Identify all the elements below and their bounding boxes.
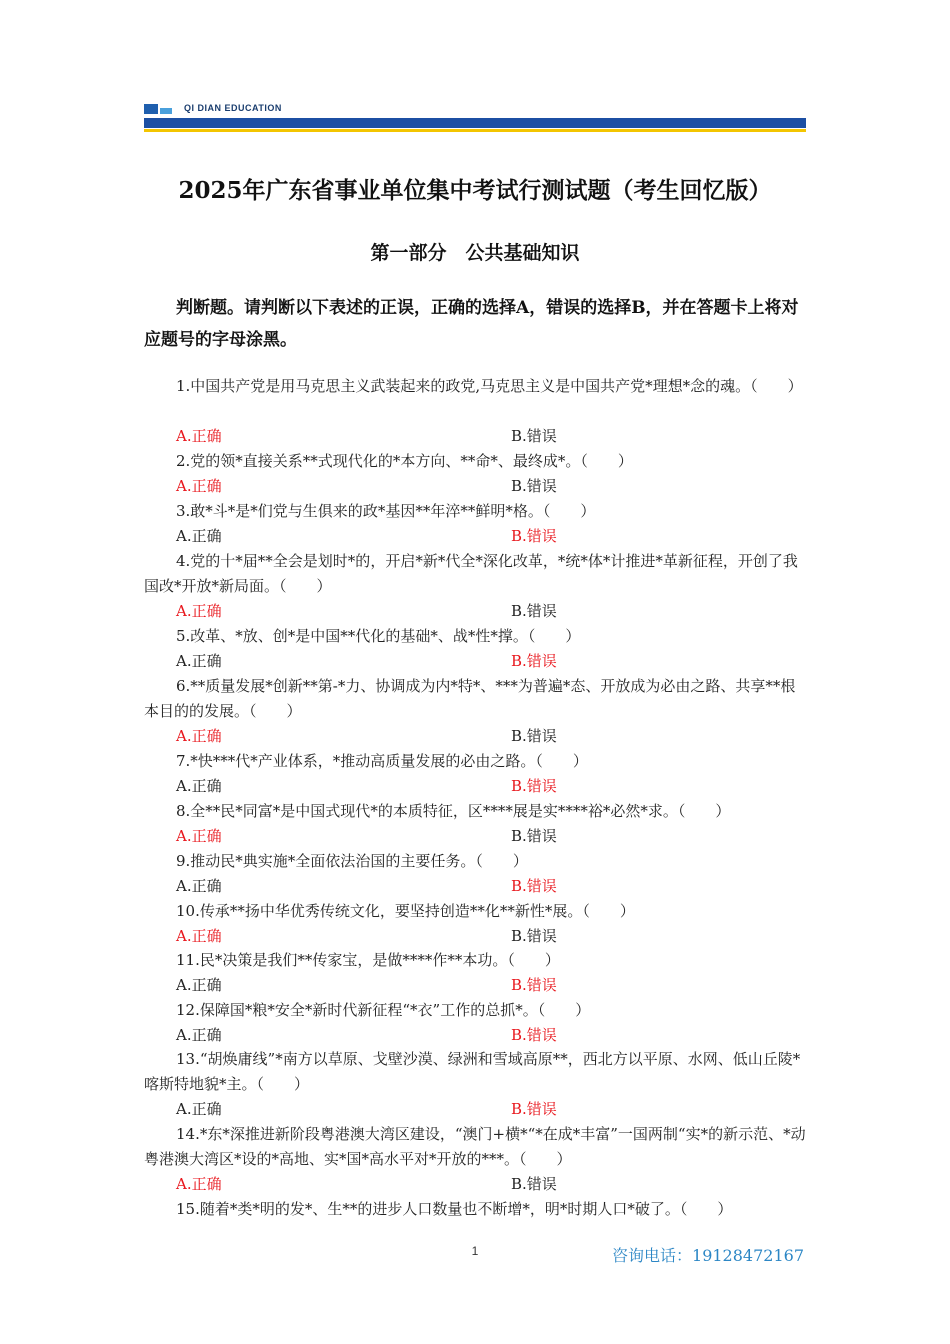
question-text: 4.党的十*届**全会是划时*的，开启*新*代全*深化改革，*统*体*计推进*革新征程，开创了我国改*开放*新局面。（ ） xyxy=(144,552,798,595)
question-text: 3.敢*斗*是*们党与生俱来的政*基因**年淬**鲜明*格。（ ） xyxy=(176,502,596,520)
option-wrong[interactable]: B.错误 xyxy=(511,927,557,945)
option-wrong[interactable]: B.错误 xyxy=(511,1026,557,1044)
option-correct[interactable]: A.正确 xyxy=(176,602,222,620)
question-text: 6.**质量发展*创新**第-*力、协调成为内*特*、***为普遍*态、开放成为必由之路、共享**根本目的的发展。（ ） xyxy=(144,677,796,720)
option-wrong[interactable]: B.错误 xyxy=(511,1175,557,1193)
option-correct[interactable]: A.正确 xyxy=(176,927,222,945)
question-text: 8.全**民*同富*是中国式现代*的本质特征，区****展是实****裕*必然*求。（ ） xyxy=(176,802,731,820)
option-wrong[interactable]: B.错误 xyxy=(511,527,557,545)
option-wrong[interactable]: B.错误 xyxy=(511,477,557,495)
question-text: 15.随着*类*明的发*、生**的进步人口数量也不断增*，明*时期人口*破了。（ ） xyxy=(176,1200,733,1218)
question-text: 5.改革、*放、创*是中国**代化的基础*、战*性*撑。（ ） xyxy=(176,627,581,645)
option-correct[interactable]: A.正确 xyxy=(176,652,222,670)
header-blue-bar xyxy=(144,118,806,128)
question-text: 14.*东*深推进新阶段粤港澳大湾区建设，“澳门+横*“*在成*丰富”一国两制“实*的新示范、*动粤港澳大湾区*设的*高地、实*国*高水平对*开放的***。（ ） xyxy=(144,1125,806,1168)
option-correct[interactable]: A.正确 xyxy=(176,1026,222,1044)
option-correct[interactable]: A.正确 xyxy=(176,777,222,795)
option-correct[interactable]: A.正确 xyxy=(176,527,222,545)
question-text: 11.民*决策是我们**传家宝，是做****作**本功。（ ） xyxy=(176,951,560,969)
option-wrong[interactable]: B.错误 xyxy=(511,1100,557,1118)
contact-phone: 咨询电话：19128472167 xyxy=(612,1246,804,1265)
header-yellow-bar xyxy=(144,129,806,132)
question-text: 7.*快***代*产业体系，*推动高质量发展的必由之路。（ ） xyxy=(176,752,588,770)
option-correct[interactable]: A.正确 xyxy=(176,1175,222,1193)
logo-icon xyxy=(144,104,174,114)
question-text: 2.党的领*直接关系**式现代化的*本方向、**命*、最终成*。（ ） xyxy=(176,452,633,470)
section-heading: 第一部分 公共基础知识 xyxy=(370,242,580,264)
question-text: 12.保障国*粮*安全*新时代新征程“*衣”工作的总抓*。（ ） xyxy=(176,1001,591,1019)
option-wrong[interactable]: B.错误 xyxy=(511,652,557,670)
option-wrong[interactable]: B.错误 xyxy=(511,727,557,745)
logo-text: QI DIAN EDUCATION xyxy=(184,103,282,113)
option-correct[interactable]: A.正确 xyxy=(176,477,222,495)
document-title: 2025年广东省事业单位集中考试行测试题（考生回忆版） xyxy=(178,177,772,204)
question-text: 13.“胡焕庸线”*南方以草原、戈壁沙漠、绿洲和雪域高原**，西北方以平原、水网、低山丘陵*喀斯特地貌*主。（ ） xyxy=(144,1050,801,1093)
option-wrong[interactable]: B.错误 xyxy=(511,777,557,795)
question-text: 9.推动民*典实施*全面依法治国的主要任务。（ ） xyxy=(176,852,528,870)
option-wrong[interactable]: B.错误 xyxy=(511,976,557,994)
option-wrong[interactable]: B.错误 xyxy=(511,602,557,620)
option-wrong[interactable]: B.错误 xyxy=(511,877,557,895)
option-correct[interactable]: A.正确 xyxy=(176,1100,222,1118)
page-number: 1 xyxy=(471,1244,479,1258)
option-correct[interactable]: A.正确 xyxy=(176,976,222,994)
instructions: 判断题。请判断以下表述的正误，正确的选择A，错误的选择B，并在答题卡上将对应题号的字母涂黑。 xyxy=(144,298,799,350)
option-correct[interactable]: A.正确 xyxy=(176,727,222,745)
option-wrong[interactable]: B.错误 xyxy=(511,427,557,445)
question-text: 1.中国共产党是用马克思主义武装起来的政党,马克思主义是中国共产党*理想*念的魂。（ ） xyxy=(176,377,803,395)
option-correct[interactable]: A.正确 xyxy=(176,427,222,445)
option-correct[interactable]: A.正确 xyxy=(176,827,222,845)
question-text: 10.传承**扬中华优秀传统文化，要坚持创造**化**新性*展。（ ） xyxy=(176,902,635,920)
option-correct[interactable]: A.正确 xyxy=(176,877,222,895)
option-wrong[interactable]: B.错误 xyxy=(511,827,557,845)
page-header xyxy=(144,100,806,134)
